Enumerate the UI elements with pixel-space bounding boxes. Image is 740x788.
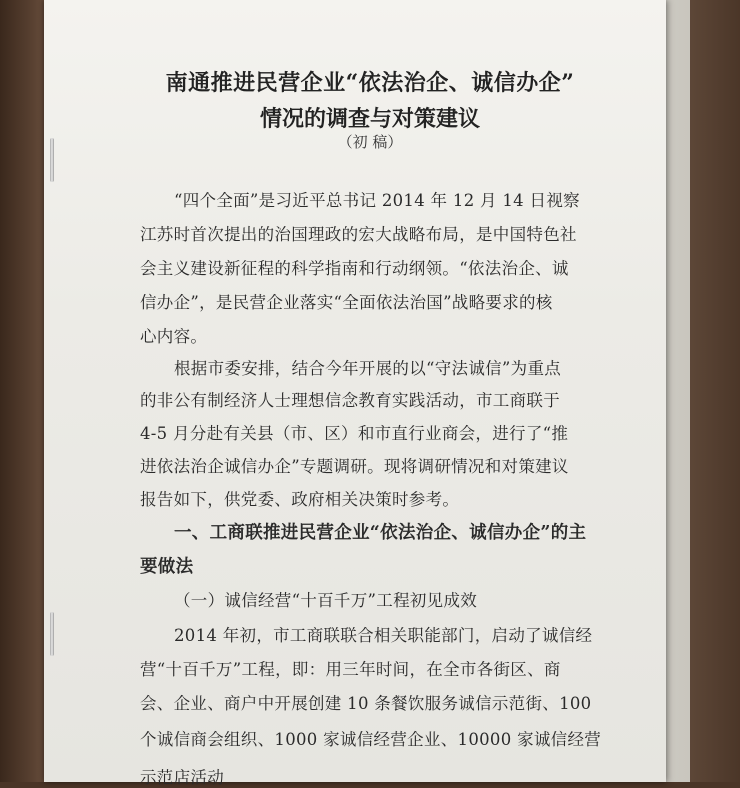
body-line: 2014 年初，市工商联联合相关职能部门，启动了诚信经 xyxy=(174,626,593,645)
body-line: 根据市委安排，结合今年开展的以“守法诚信”为重点 xyxy=(174,359,562,378)
body-line: 信办企”，是民营企业落实“全面依法治国”战略要求的核 xyxy=(140,293,553,312)
staple-bottom xyxy=(50,612,54,656)
body-line: 会主义建设新征程的科学指南和行动纲领。“依法治企、诚 xyxy=(140,259,569,278)
body-line: “四个全面”是习近平总书记 2014 年 12 月 14 日视察 xyxy=(174,191,580,210)
document-subtitle: （初 稿） xyxy=(337,133,403,151)
section-heading: 要做法 xyxy=(140,557,194,577)
body-line: 心内容。 xyxy=(140,327,208,346)
body-line: 个诚信商会组织、1000 家诚信经营企业、10000 家诚信经营 xyxy=(140,730,602,749)
subsection-heading: （一）诚信经营“十百千万”工程初见成效 xyxy=(174,591,478,610)
body-line: 示范店活动 xyxy=(140,768,224,787)
document-title-line1: 南通推进民营企业“依法治企、诚信办企” xyxy=(165,70,575,96)
body-line: 会、企业、商户中开展创建 10 条餐饮服务诚信示范街、100 xyxy=(140,694,592,713)
document-title-line2: 情况的调查与对策建议 xyxy=(259,106,480,132)
body-line: 江苏时首次提出的治国理政的宏大战略布局，是中国特色社 xyxy=(140,225,577,244)
body-line: 营“十百千万”工程，即：用三年时间，在全市各街区、商 xyxy=(140,660,561,679)
body-line: 进依法治企诚信办企”专题调研。现将调研情况和对策建议 xyxy=(140,457,569,476)
section-heading: 一、工商联推进民营企业“依法治企、诚信办企”的主 xyxy=(174,523,587,543)
body-line: 报告如下，供党委、政府相关决策时参考。 xyxy=(140,490,460,509)
body-line: 的非公有制经济人士理想信念教育实践活动，市工商联于 xyxy=(140,391,560,410)
body-line: 4-5 月分赴有关县（市、区）和市直行业商会，进行了“推 xyxy=(140,424,569,443)
